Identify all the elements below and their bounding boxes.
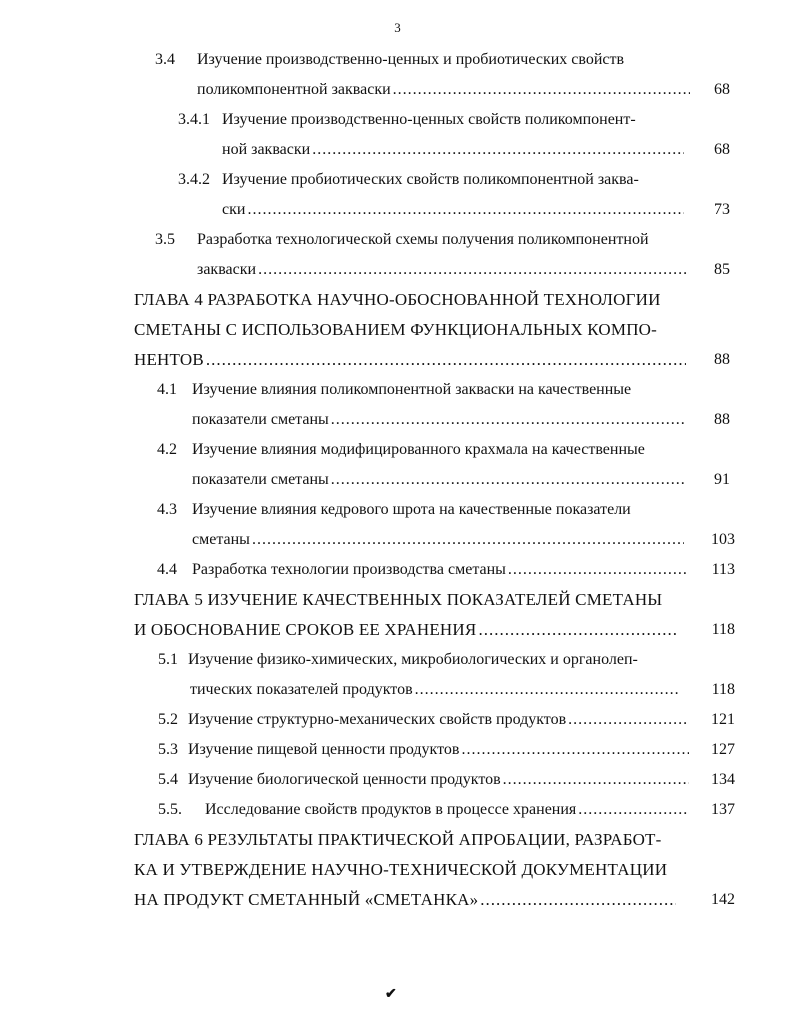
entry-title-line: показатели сметаны	[192, 471, 329, 488]
page-ref: 137	[711, 801, 735, 818]
section-number: 5.2	[158, 711, 178, 728]
dot-leader	[252, 528, 684, 552]
chapter-title-line: ГЛАВА 4 РАЗРАБОТКА НАУЧНО-ОБОСНОВАННОЙ ТЕХНОЛОГИИ	[134, 290, 661, 309]
entry-title-line: Изучение пробиотических свойств поликомпонентной заква-	[222, 171, 639, 188]
dot-leader	[415, 678, 678, 702]
entry-title-line: сметаны	[192, 531, 250, 548]
section-number: 3.4.1	[178, 111, 210, 128]
section-number: 5.3	[158, 741, 178, 758]
entry-title-line: поликомпонентной закваски	[197, 81, 391, 98]
chapter-title-line: КА И УТВЕРЖДЕНИЕ НАУЧНО-ТЕХНИЧЕСКОЙ ДОКУМЕНТАЦИИ	[134, 860, 668, 879]
page-ref: 113	[711, 561, 735, 578]
section-number: 5.5.	[158, 801, 182, 818]
entry-title-line: Исследование свойств продуктов в процессе хранения	[205, 801, 577, 818]
dot-leader	[461, 738, 689, 762]
section-number: 4.2	[157, 441, 177, 458]
section-number: 5.1	[158, 651, 178, 668]
entry-title-line: ной закваски	[222, 141, 311, 158]
dot-leader	[478, 618, 678, 642]
page-ref: 88	[714, 411, 730, 428]
dot-leader	[508, 558, 686, 582]
dot-leader	[331, 468, 686, 492]
dot-leader	[247, 198, 684, 222]
entry-title-line: Изучение влияния поликомпонентной закваски на качественные	[192, 381, 632, 398]
entry-title-line: Изучение пищевой ценности продуктов	[188, 741, 460, 758]
section-number: 4.4	[157, 561, 177, 578]
page-ref: 127	[711, 741, 735, 758]
entry-title-line: закваски	[197, 261, 257, 278]
page-ref: 68	[714, 81, 730, 98]
chapter-title-line: СМЕТАНЫ С ИСПОЛЬЗОВАНИЕМ ФУНКЦИОНАЛЬНЫХ КОМПО-	[134, 320, 658, 339]
entry-title-line: Изучение влияния модифицированного крахмала на качественные	[192, 441, 645, 458]
footer-mark: ✔	[385, 987, 397, 1002]
page-ref: 68	[714, 141, 730, 158]
chapter-title-line: ГЛАВА 6 РЕЗУЛЬТАТЫ ПРАКТИЧЕСКОЙ АПРОБАЦИИ, РАЗРАБОТ-	[134, 830, 662, 849]
entry-title-line: Изучение производственно-ценных и пробиотических свойств	[197, 51, 625, 68]
entry-title-line: Изучение производственно-ценных свойств поликомпонент-	[222, 111, 636, 128]
section-number: 5.4	[158, 771, 178, 788]
dot-leader	[503, 768, 689, 792]
section-number: 3.5	[155, 231, 175, 248]
page-ref: 85	[714, 261, 730, 278]
entry-title-line: Изучение физико-химических, микробиологических и органолеп-	[188, 651, 638, 668]
dot-leader	[206, 348, 686, 372]
page-number: 3	[394, 20, 401, 35]
page-ref: 91	[714, 471, 730, 488]
entry-title-line: Изучение влияния кедрового шрота на качественные показатели	[192, 501, 631, 518]
page-ref: 73	[714, 201, 730, 218]
section-number: 3.4.2	[178, 171, 210, 188]
section-number: 3.4	[155, 51, 175, 68]
page-ref: 118	[711, 681, 735, 698]
page-ref: 121	[711, 711, 735, 728]
dot-leader	[258, 258, 688, 282]
page-ref: 103	[711, 531, 735, 548]
dot-leader	[331, 408, 684, 432]
entry-title-line: Изучение структурно-механических свойств продуктов	[188, 711, 567, 728]
dot-leader	[480, 888, 676, 912]
section-number: 4.1	[157, 381, 177, 398]
dot-leader	[568, 708, 689, 732]
chapter-title-line: ГЛАВА 5 ИЗУЧЕНИЕ КАЧЕСТВЕННЫХ ПОКАЗАТЕЛЕЙ СМЕТАНЫ	[134, 590, 663, 609]
page-ref: 142	[711, 891, 735, 908]
section-number: 4.3	[157, 501, 177, 518]
chapter-title-line: И ОБОСНОВАНИЕ СРОКОВ ЕЕ ХРАНЕНИЯ	[134, 620, 477, 639]
entry-title-line: ски	[222, 201, 246, 218]
entry-title-line: Разработка технологии производства сметаны	[192, 561, 506, 578]
dot-leader	[312, 138, 684, 162]
entry-title-line: Изучение биологической ценности продуктов	[188, 771, 501, 788]
entry-title-line: тических показателей продуктов	[190, 681, 413, 698]
entry-title-line: показатели сметаны	[192, 411, 329, 428]
chapter-title-line: НЕНТОВ	[134, 350, 204, 369]
page-ref: 118	[711, 621, 735, 638]
page-ref: 88	[714, 351, 730, 368]
chapter-title-line: НА ПРОДУКТ СМЕТАННЫЙ «СМЕТАНКА»	[134, 890, 479, 909]
dot-leader	[578, 798, 689, 822]
page-ref: 134	[711, 771, 735, 788]
dot-leader	[393, 78, 690, 102]
entry-title-line: Разработка технологической схемы получения поликомпонентной	[197, 231, 649, 248]
